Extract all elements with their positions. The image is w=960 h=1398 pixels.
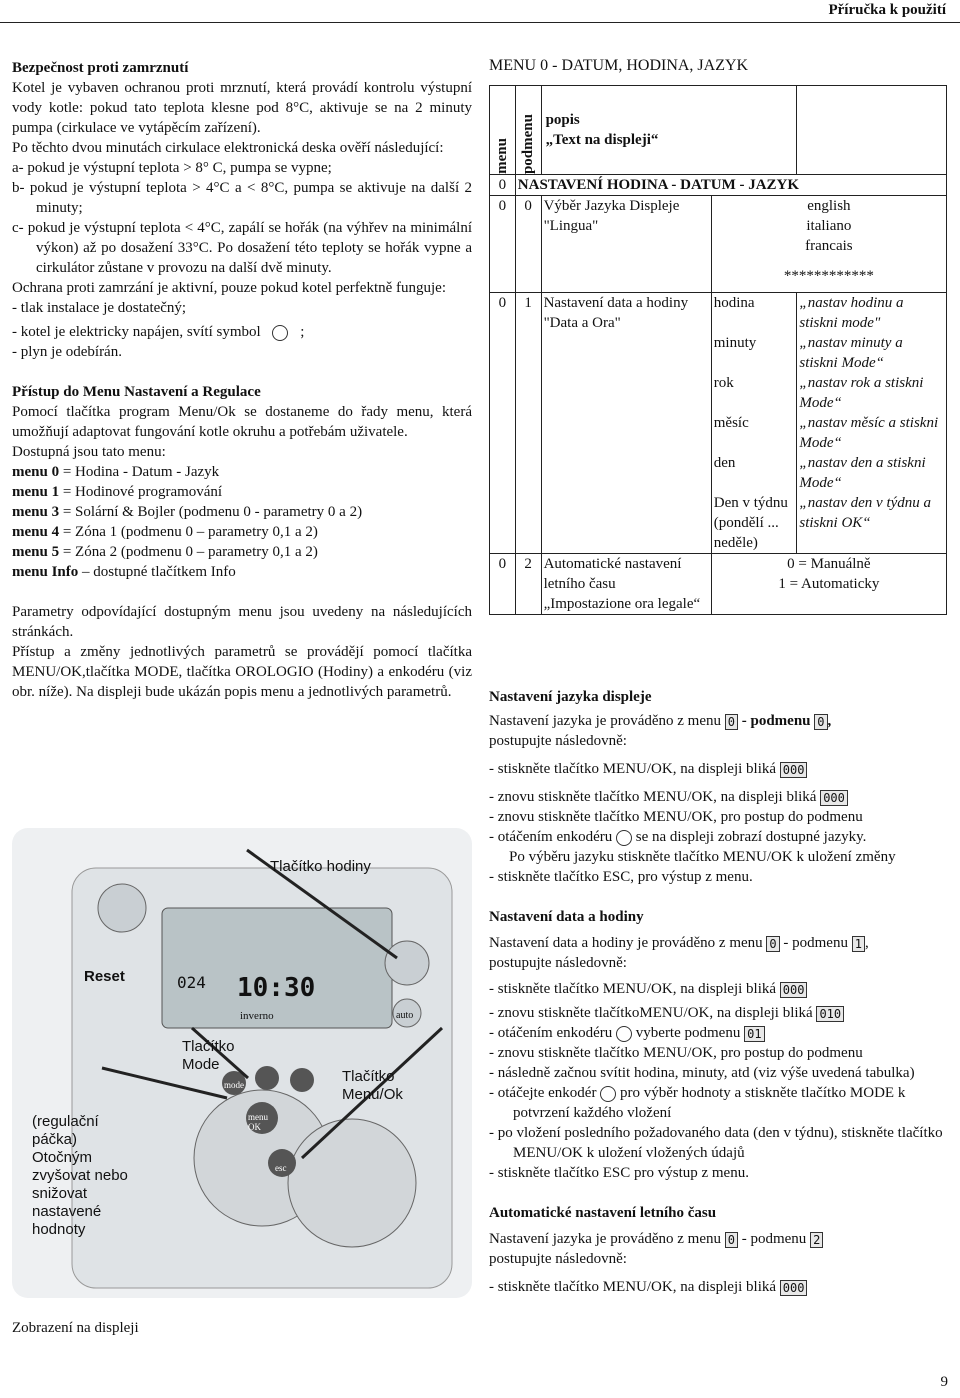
date-step — [489, 1003, 951, 1023]
cell-desc-display: „Impostazione ora legale“ — [543, 596, 701, 612]
item-value: „nastav měsíc a stiskni Mode“ — [799, 415, 939, 451]
table-row — [490, 196, 947, 293]
table-row — [490, 293, 947, 554]
auto-label: auto — [396, 1010, 414, 1021]
encoder-icon — [616, 830, 632, 846]
display-glyph: 000 — [820, 790, 848, 806]
menu0-title: MENU 0 - DATUM, HODINA, JAZYK — [489, 57, 749, 74]
display-glyph: 0 — [725, 1232, 738, 1248]
th-desc-display: „Text na displeji“ — [545, 132, 659, 148]
encoder-icon — [616, 1026, 632, 1042]
panel-display-time: 10:30 — [237, 973, 316, 1003]
menu-list-item: menu 4 = Zóna 1 (podmenu 0 – parametry 0,1 a 2) — [12, 524, 318, 540]
date-step — [489, 1023, 951, 1043]
item-value: „nastav rok a stiskni Mode“ — [799, 375, 924, 411]
item-value: „nastav minuty a stiskni Mode“ — [799, 335, 903, 371]
language-option: francais — [805, 238, 853, 254]
date-step-text: - otáčejte enkodér — [489, 1085, 597, 1101]
display-glyph: 0 — [766, 936, 779, 952]
date-step-text: pro výběr hodnoty a stiskněte tlačítko MODE k potvrzení každého vložení — [513, 1085, 906, 1121]
th-submenu: podmenu — [519, 113, 536, 174]
access-paragraph-1: Pomocí tlačítka program Menu/Ok se dostaneme do řady menu, která umožňují adaptovat fungování kotle okruhu a potřebám uživatele. — [12, 404, 472, 440]
date-intro-text: Nastavení data a hodiny je prováděno z menu — [489, 935, 763, 951]
dst-title: Automatické nastavení letního času — [489, 1205, 717, 1221]
frost-item-b: b- pokud je výstupní teplota > 4°C a < 8°C, pumpa se aktivuje na další 2 minuty; — [12, 180, 472, 216]
cell-desc: Nastavení data a hodiny "Data a Ora" — [541, 293, 711, 554]
cell-desc: Automatické nastavení letního času — [543, 556, 682, 592]
menu-ok-button[interactable]: menu OK — [248, 1112, 268, 1132]
panel-display-sub: inverno — [240, 1010, 274, 1022]
th-menu: menu — [494, 138, 510, 174]
display-glyph: 010 — [816, 1006, 844, 1022]
lang-intro — [489, 711, 951, 731]
date-title: Nastavení data a hodiny — [489, 909, 644, 925]
display-glyph: 0 — [814, 714, 827, 730]
date-step-text: vyberte podmenu — [635, 1025, 741, 1041]
encoder-icon — [600, 1086, 616, 1102]
item-key: měsíc — [713, 415, 749, 431]
table-header — [490, 86, 947, 175]
access-title: Přístup do Menu Nastavení a Regulace — [12, 384, 261, 400]
mode-button-label: Tlačítko Mode — [182, 1038, 235, 1073]
date-step-text: - stiskněte tlačítko MENU/OK, na displeji bliká — [489, 981, 777, 997]
menu0-table — [489, 85, 947, 615]
clock-button-label: Tlačítko hodiny — [270, 858, 371, 875]
dst-intro-sub: - podmenu — [741, 1231, 807, 1247]
cell-menu: 0 — [490, 175, 516, 196]
cell-section: NASTAVENÍ HODINA - DATUM - JAZYK — [515, 175, 946, 196]
frost-list-3: - plyn je odebírán. — [12, 344, 122, 360]
lang-step-text: - otáčením enkodéru — [489, 829, 613, 845]
display-glyph: 2 — [810, 1232, 823, 1248]
frost-title: Bezpečnost proti zamrznutí — [12, 60, 189, 76]
access-paragraph-2: Dostupná jsou tato menu: — [12, 444, 166, 460]
th-desc: popis — [545, 112, 580, 128]
lang-step-text: - stiskněte tlačítko MENU/OK, na displeji bliká — [489, 761, 777, 777]
frost-paragraph-1: Kotel je vybaven ochranou proti mrznutí, která provádí kontrolu výstupní vody kotle: pokud tato teplota klesne pod 8°C, aktivuje se na 2 minuty pumpa (cirkulace ve vytápěcím zařízení). — [12, 80, 472, 136]
cell-menu: 0 — [490, 554, 516, 615]
lang-intro-2: postupujte následovně: — [489, 733, 627, 749]
header-title: Příručka k použití — [828, 2, 946, 18]
params-paragraph-1: Parametry odpovídající dostupným menu jsou uvedeny na následujících stránkách. — [12, 604, 472, 640]
panel-caption: Zobrazení na displeji — [12, 1320, 139, 1336]
lang-title: Nastavení jazyka displeje — [489, 689, 652, 705]
date-step: - po vložení posledního požadovaného data (den v týdnu), stiskněte tlačítko MENU/OK k uložení vložených údajů — [489, 1125, 943, 1161]
display-glyph: 000 — [780, 1280, 808, 1296]
frost-list-1: - tlak instalace je dostatečný; — [12, 300, 187, 316]
display-glyph: 01 — [744, 1026, 764, 1042]
item-value: „nastav hodinu a stiskni mode" — [799, 295, 904, 331]
lang-intro-comma: , — [827, 713, 832, 729]
date-intro-comma: , — [864, 935, 869, 951]
page-number: 9 — [940, 1374, 948, 1390]
date-step-text: - otáčením enkodéru — [489, 1025, 613, 1041]
date-intro — [489, 933, 951, 953]
date-step-text: - znovu stiskněte tlačítkoMENU/OK, na displeji bliká — [489, 1005, 813, 1021]
date-step: - následně začnou svítit hodina, minuty, atd (viz výše uvedená tabulka) — [489, 1065, 915, 1081]
lang-intro-sub: - podmenu — [741, 713, 811, 729]
lang-step: - znovu stiskněte tlačítko MENU/OK, pro postup do podmenu — [489, 809, 863, 825]
frost-paragraph-3: Ochrana proti zamrzání je aktivní, pouze pokud kotel perfektně funguje: — [12, 280, 447, 296]
frost-item-a: a- pokud je výstupní teplota > 8° C, pumpa se vypne; — [12, 160, 332, 176]
date-step: - znovu stiskněte tlačítko MENU/OK, pro postup do podmenu — [489, 1045, 863, 1061]
date-step — [489, 1083, 951, 1123]
dst-option: 1 = Automaticky — [778, 576, 880, 592]
language-option: english — [807, 198, 851, 214]
left-column — [12, 58, 472, 702]
menu-button-label: Tlačítko Menu/Ok — [342, 1068, 403, 1103]
lang-intro-text: Nastavení jazyka je prováděno z menu — [489, 713, 721, 729]
lang-step — [489, 787, 951, 807]
item-key: hodina — [713, 295, 755, 311]
item-key: Den v týdnu (pondělí ... neděle) — [713, 495, 788, 551]
cell-submenu: 2 — [515, 554, 541, 615]
dst-step — [489, 1277, 951, 1297]
lang-step — [489, 827, 951, 847]
dst-intro-2: postupujte následovně: — [489, 1251, 627, 1267]
reset-label: Reset — [84, 968, 125, 985]
date-intro-sub: - podmenu — [783, 935, 848, 951]
date-step: - stiskněte tlačítko ESC pro výstup z menu. — [489, 1165, 749, 1181]
esc-button[interactable]: esc — [275, 1163, 287, 1173]
frost-list-2-end: ; — [300, 324, 305, 340]
dst-intro-text: Nastavení jazyka je prováděno z menu — [489, 1231, 721, 1247]
mode-button[interactable]: mode — [224, 1080, 244, 1090]
header-rule — [0, 22, 960, 23]
cell-submenu: 1 — [515, 293, 541, 554]
params-paragraph-2: Přístup a změny jednotlivých parametrů se provádějí pomocí tlačítka MENU/OK,tlačítka MODE, tlačítka OROLOGIO (Hodiny) a enkodéru (viz obr. níže). Na displeji bude ukázán popis menu a jednotlivých parametrů. — [12, 644, 472, 700]
table-row — [490, 175, 947, 196]
panel-display-top: 024 — [177, 973, 206, 992]
item-value: „nastav den a stiskni Mode“ — [799, 455, 926, 491]
menu-list-item: menu 5 = Zóna 2 (podmenu 0 – parametry 0,1 a 2) — [12, 544, 318, 560]
frost-paragraph-2: Po těchto dvou minutách cirkulace elektronická deska ověří následující: — [12, 140, 444, 156]
dst-intro — [489, 1229, 951, 1249]
item-key: rok — [713, 375, 734, 391]
item-value: „nastav den v týdnu a stiskni OK“ — [799, 495, 932, 531]
menu-list-item: menu 0 = Hodina - Datum - Jazyk — [12, 464, 220, 480]
item-key: minuty — [713, 335, 757, 351]
date-intro-2: postupujte následovně: — [489, 955, 627, 971]
dst-option: 0 = Manuálně — [787, 556, 871, 572]
display-glyph: 1 — [852, 936, 865, 952]
boiler-control-panel — [12, 828, 472, 1298]
lang-step: Po výběru jazyku stiskněte tlačítko MENU/OK k uložení změny — [509, 849, 896, 865]
encoder-label: (regulační páčka) Otočným zvyšovat nebo snižovat nastavené hodnoty — [32, 1113, 128, 1238]
menu-list — [12, 462, 472, 582]
frost-list-2 — [12, 322, 472, 342]
lang-step-text: se na displeji zobrazí dostupné jazyky. — [635, 829, 867, 845]
date-step — [489, 979, 951, 999]
right-instructions — [489, 687, 951, 1297]
frost-list-2-text: - kotel je elektricky napájen, svítí symbol — [12, 324, 261, 340]
frost-item-c: c- pokud je výstupní teplota < 4°C, zapálí se hořák (na výhřev na minimální výkon) až po dosažení 33°C. Po dosažení této teploty se hořák vypne a cirkulátor zůstane v provozu na další dvě minuty. — [12, 220, 472, 276]
menu-list-item: menu 3 = Solární & Bojler (podmenu 0 - parametry 0 a 2) — [12, 504, 363, 520]
display-glyph: 000 — [780, 762, 808, 778]
cell-desc: Výběr Jazyka Displeje "Lingua" — [541, 196, 711, 293]
power-icon — [272, 325, 288, 341]
menu-list-item: menu 1 = Hodinové programování — [12, 484, 223, 500]
cell-menu: 0 — [490, 293, 516, 554]
item-key: den — [713, 455, 736, 471]
menu-list-item: menu Info – dostupné tlačítkem Info — [12, 564, 236, 580]
display-glyph: 0 — [725, 714, 738, 730]
dst-step-text: - stiskněte tlačítko MENU/OK, na displeji bliká — [489, 1279, 777, 1295]
cell-submenu: 0 — [515, 196, 541, 293]
lang-step-text: - znovu stiskněte tlačítko MENU/OK, na displeji bliká — [489, 789, 817, 805]
language-placeholder: ************ — [783, 268, 874, 284]
lang-step: - stiskněte tlačítko ESC, pro výstup z menu. — [489, 869, 753, 885]
lang-step — [489, 759, 951, 779]
table-row — [490, 554, 947, 615]
display-glyph: 000 — [780, 982, 808, 998]
cell-menu: 0 — [490, 196, 516, 293]
language-option: italiano — [806, 218, 852, 234]
